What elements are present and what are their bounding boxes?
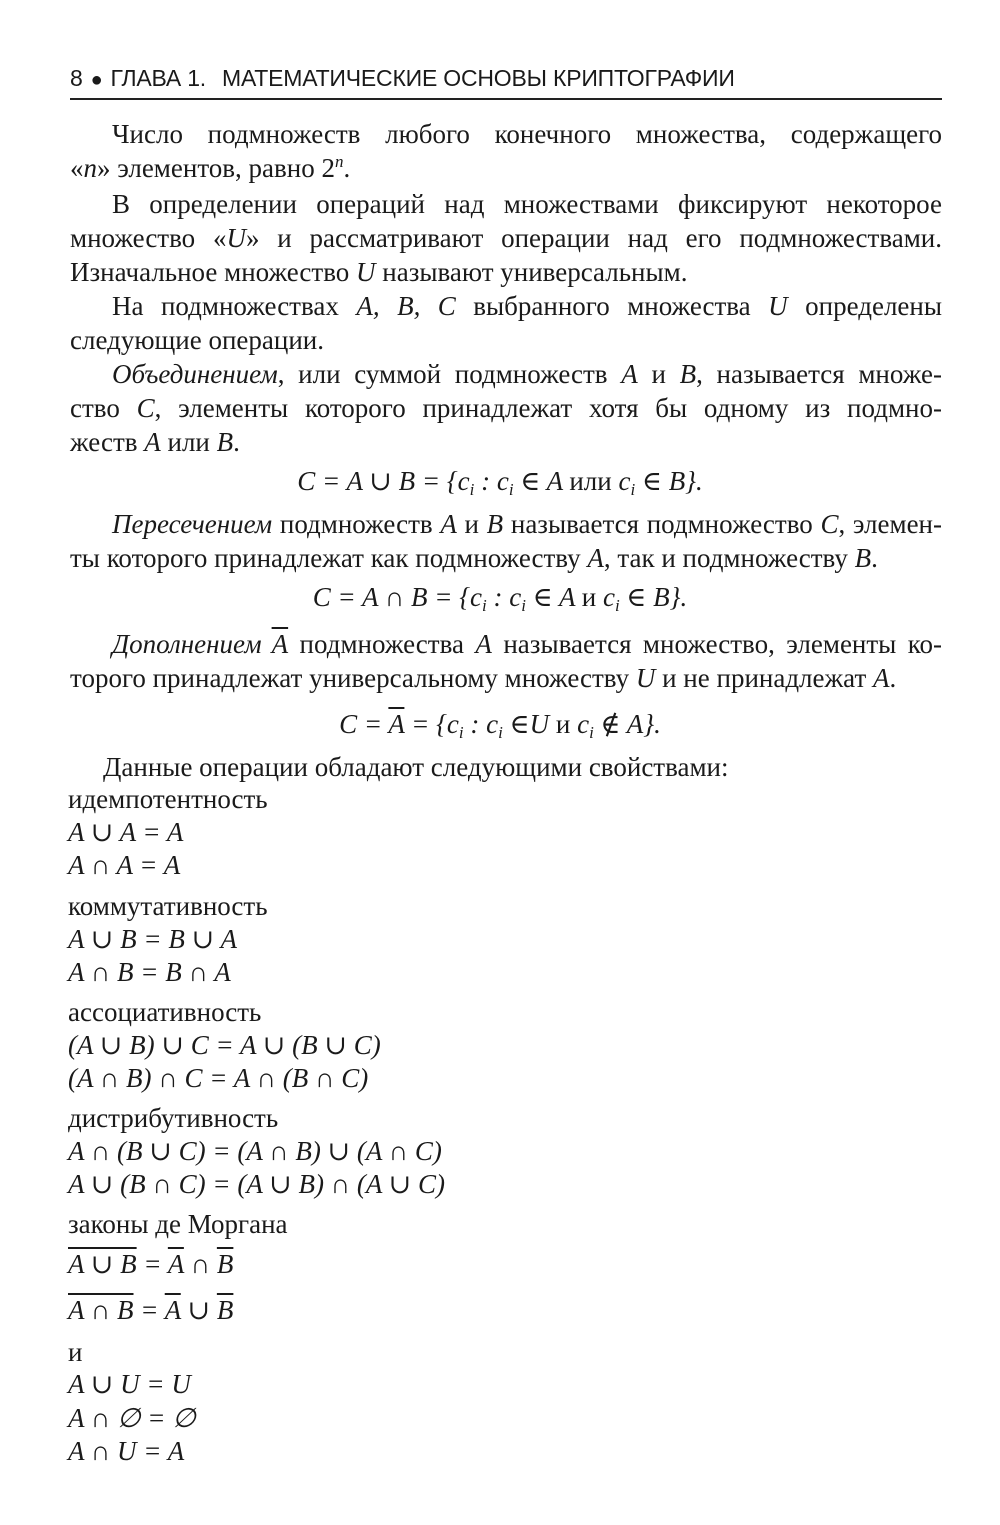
formula-extra-2: A ∩ ∅ = ∅ (68, 1403, 196, 1433)
formula-idempotence-2: A ∩ A = A (68, 850, 181, 880)
paragraph-4-line-2: ство C, элементы которого принадлежат хотя бы одному из подмно- (70, 393, 942, 423)
paragraph-3-line-1: На подмножествах A, B, C выбранного множества U определены (112, 291, 942, 321)
paragraph-1-line-1: Число подмножеств любого конечного множества, содержащего (112, 119, 942, 149)
paragraph-2-line-2: множество «U» и рассматривают операции над его подмножествами. (70, 223, 942, 253)
paragraph-6-line-2: торого принадлежат универсальному множеству U и не принадлежат A. (70, 663, 897, 693)
formula-commutativity-1: A ∪ B = B ∪ A (68, 924, 237, 954)
chapter-label: ГЛАВА 1. (110, 65, 206, 91)
term-intersection: Пересечением (112, 509, 273, 539)
formula-extra-1: A ∪ U = U (68, 1369, 191, 1399)
label-idempotence: идемпотентность (68, 784, 268, 814)
label-associativity: ассоциативность (68, 997, 262, 1027)
paragraph-5-line-2: ты которого принадлежат как подмножеству A, так и подмножеству B. (70, 543, 878, 573)
paragraph-6-line-1: Дополнением $\overline{A}$ подмножества A называется множество, элементы ко- (112, 629, 942, 659)
running-header (70, 62, 942, 100)
formula-distributivity-2: A ∪ (B ∩ C) = (A ∪ B) ∩ (A ∪ C) (68, 1169, 446, 1199)
formula-associativity-1: (A ∪ B) ∪ C = A ∪ (B ∪ C) (68, 1030, 381, 1060)
paragraph-2-line-1: В определении операций над множествами фиксируют некоторое (112, 189, 942, 219)
formula-union: C = A ∪ $B = \{c_i$ : $c_i$ ∈ A или $c_i$ ∈ B}. (297, 466, 703, 499)
formula-extra-3: A ∩ U = A (68, 1436, 185, 1466)
paragraph-7-line-1: Данные операции обладают следующими свойствами: (103, 752, 729, 782)
formula-complement: $C = \overline{A} = \{c_i$ : $c_i$ ∈U и $c_i$ ∉ A}. (339, 709, 661, 742)
label-distributivity: дистрибутивность (68, 1103, 279, 1133)
bullet-icon: ● (90, 69, 103, 91)
complement-symbol: $\overline{A}$ (271, 629, 289, 659)
paragraph-2-line-3: Изначальное множество U называют универсальным. (70, 257, 688, 287)
paragraph-3-line-2: следующие операции. (70, 325, 324, 355)
page-number: 8 (70, 65, 83, 91)
paragraph-4-line-3: жеств A или B. (70, 427, 240, 457)
formula-distributivity-1: A ∩ (B ∪ C) = (A ∩ B) ∪ (A ∩ C) (68, 1136, 442, 1166)
term-complement: Дополнением (112, 629, 262, 659)
formula-de-morgan-1: A ∪ $B = \overline{A}$ ∩ $\overline{B}$ (68, 1249, 234, 1279)
formula-commutativity-2: A ∩ B = B ∩ A (68, 957, 231, 987)
paragraph-5-line-1: Пересечением подмножеств A и B называется подмножество C, элемен- (112, 509, 942, 539)
paragraph-1-line-2: «n» элементов, равно 2$^n$. (70, 152, 351, 183)
label-commutativity: коммутативность (68, 891, 268, 921)
formula-de-morgan-2: A ∩ $B = \overline{A}$ ∪ $\overline{B}$ (68, 1295, 234, 1325)
term-union: Объединением (112, 359, 278, 389)
formula-associativity-2: (A ∩ B) ∩ C = A ∩ (B ∩ C) (68, 1063, 369, 1093)
chapter-title: МАТЕМАТИЧЕСКИЕ ОСНОВЫ КРИПТОГРАФИИ (221, 65, 735, 91)
label-de-morgan: законы де Моргана (68, 1209, 288, 1239)
formula-intersection: C = A ∩ $B = \{c_i$ : $c_i$ ∈ A и $c_i$ ∈ B}. (312, 582, 688, 615)
paragraph-4-line-1: Объединением, или суммой подмножеств A и B, называется множе- (112, 359, 942, 389)
formula-idempotence-1: A ∪ A = A (68, 817, 184, 847)
label-and: и (68, 1337, 83, 1367)
